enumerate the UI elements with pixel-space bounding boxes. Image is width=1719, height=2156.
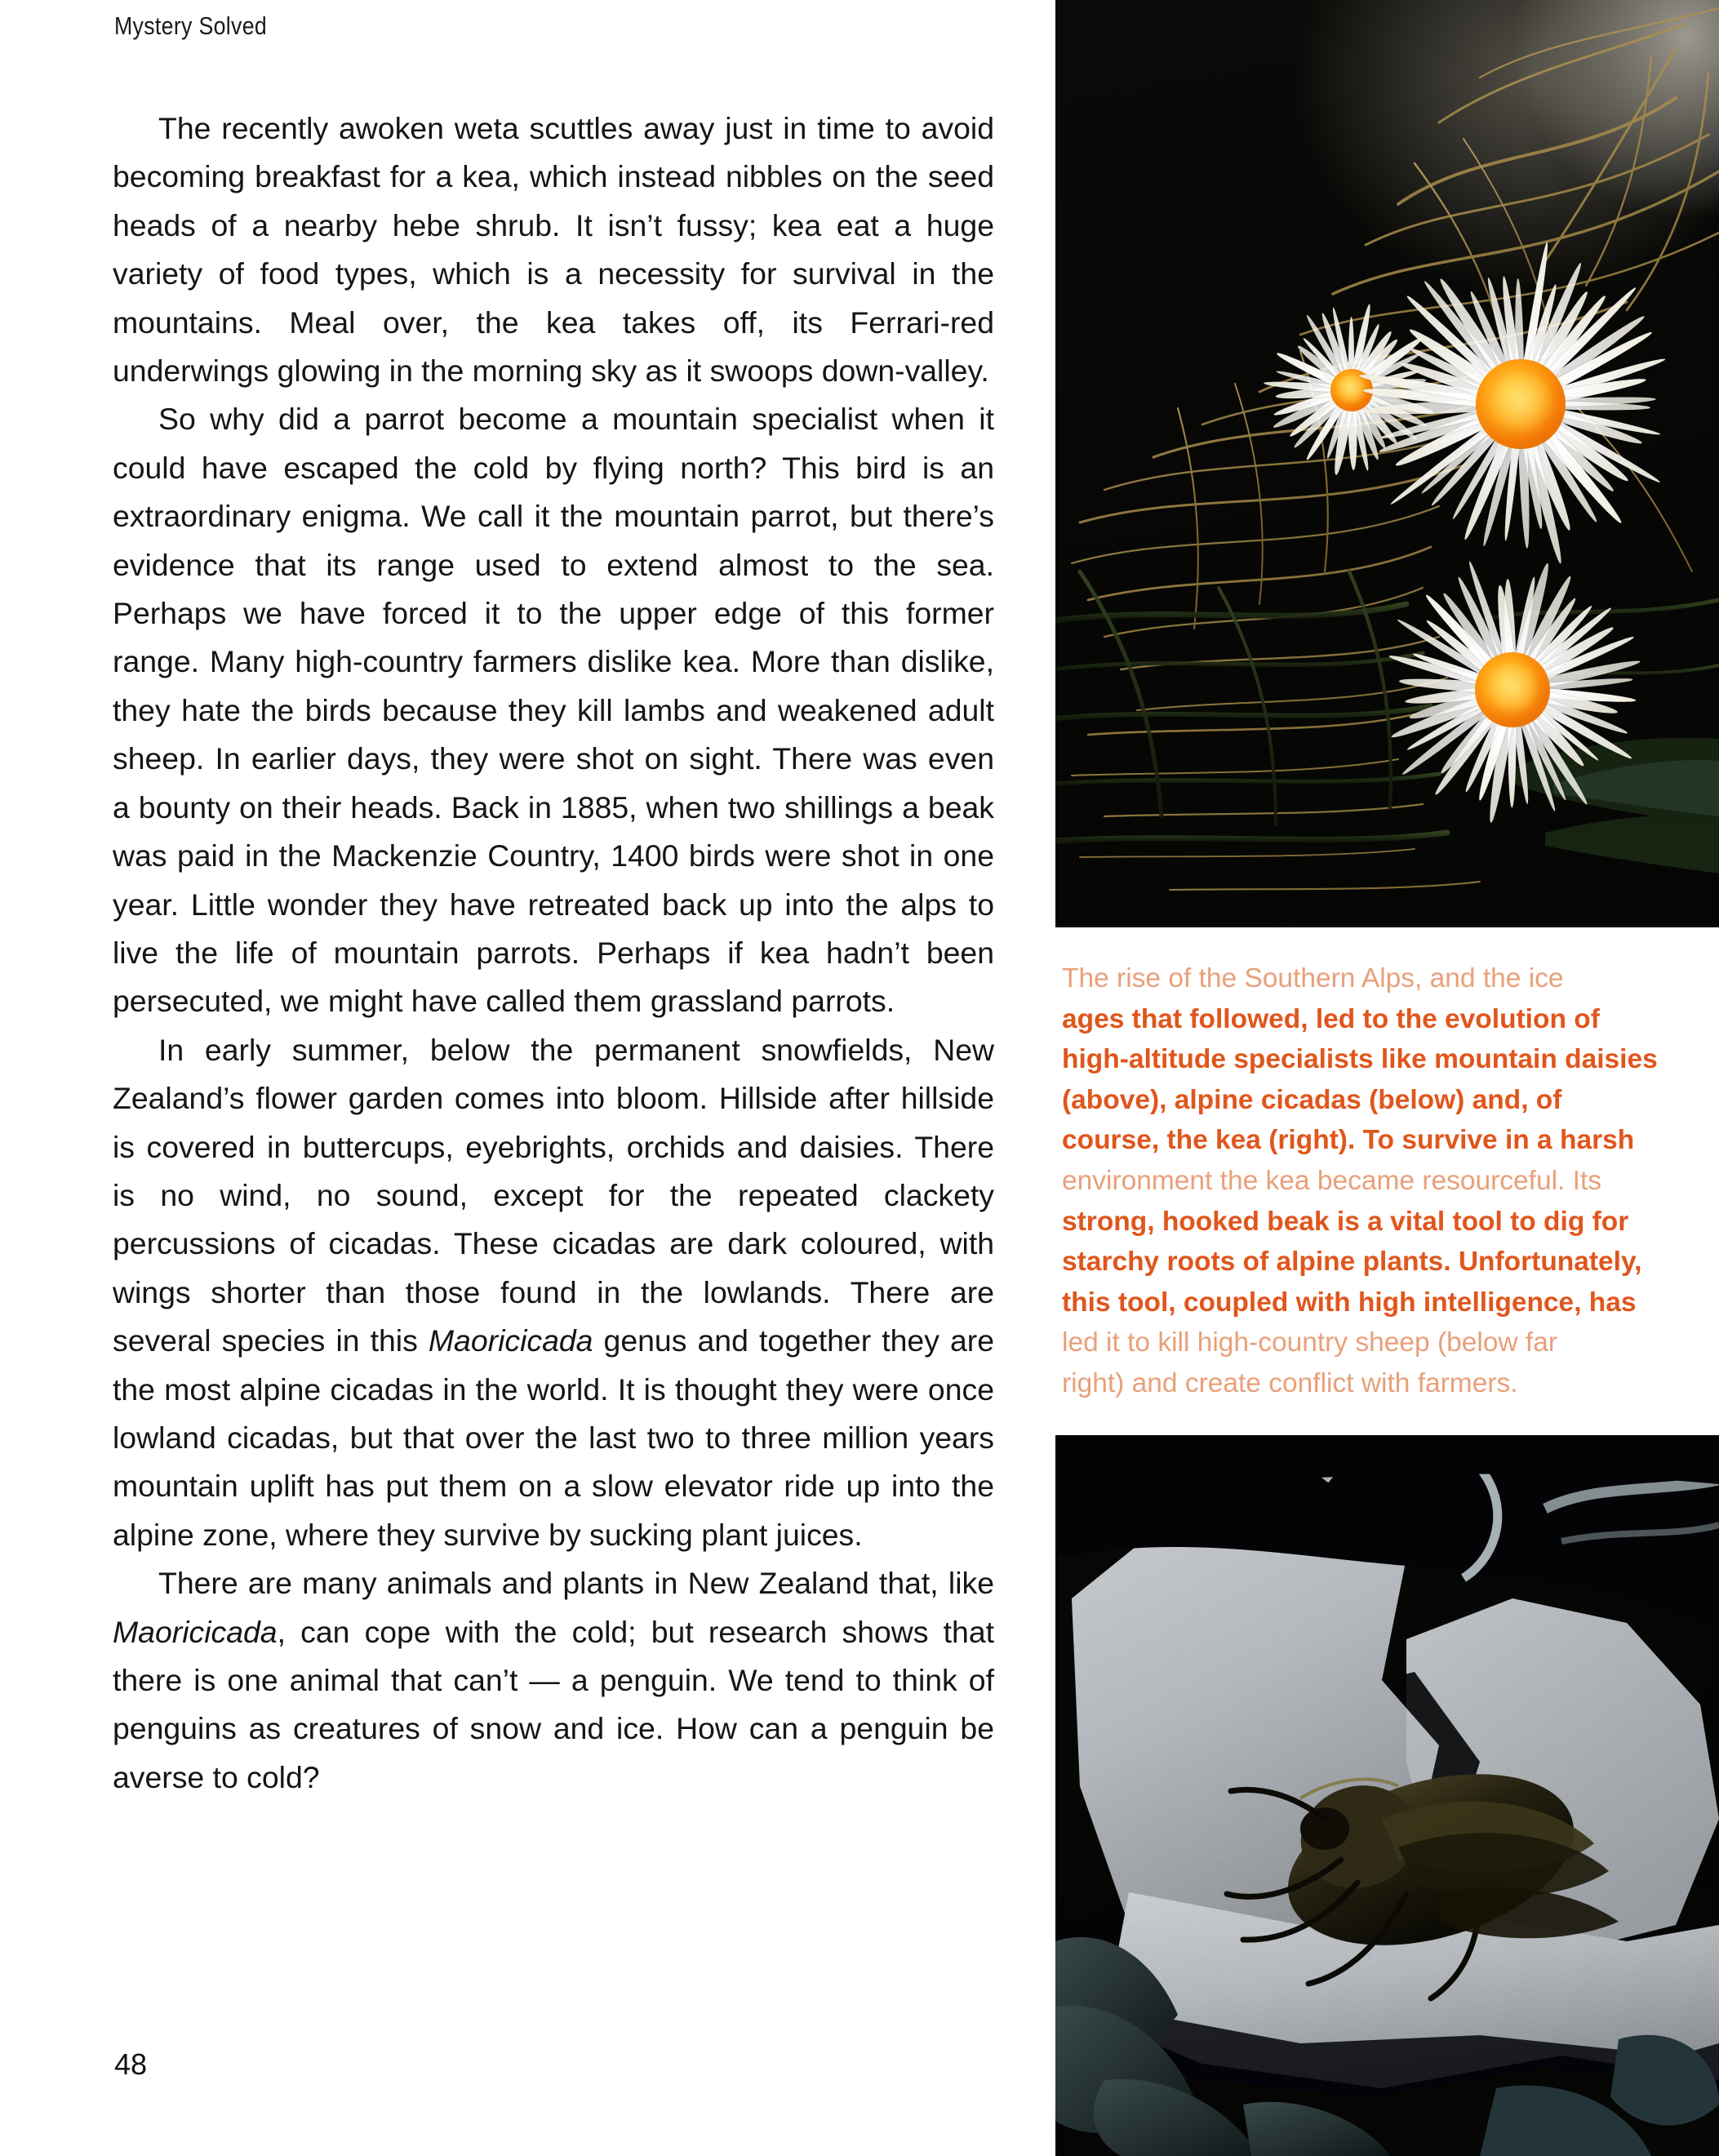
daisy-flower-2	[1361, 245, 1680, 563]
caption-line-11: right) and create conflict with farmers.	[1062, 1367, 1518, 1398]
photo-caption	[1062, 958, 1715, 1404]
photo-mountain-daisies	[1055, 0, 1719, 927]
running-head: Mystery Solved	[114, 11, 268, 40]
page-number: 48	[114, 2047, 148, 2081]
genus-name-maoricicada: Maoricicada	[428, 1323, 593, 1358]
paragraph-1-text: The recently awoken weta scuttles away just in time to avoid becoming breakfast for a kea, which instead nibbles on the seed heads of a nearby hebe shrub. It isn’t fussy; kea eat a huge variety of food types, which is a necessity for survival in the mountains. Meal over, the kea takes off, its Ferrari-red underwings glowing in the morning sky as it swoops down-valley.	[113, 111, 994, 389]
paragraph-4-text-a: There are many animals and plants in New Zealand that, like	[158, 1566, 994, 1601]
paragraph-3-text-a: In early summer, below the permanent snowfields, New Zealand’s flower garden comes into bloom. Hillside after hillside is covered in buttercups, eyebrights, orchids and daisies. There is no wind, no sound, except for the repeated clackety percussions of cicadas. These cicadas are dark coloured, with wings shorter than those found in the lowlands. There are several species in this	[113, 1032, 994, 1358]
paragraph-4-text-b: , can cope with the cold; but research shows that there is one animal that can’t — a penguin. We tend to think of penguins as creatures of snow and ice. How can a penguin be averse to cold?	[113, 1614, 994, 1794]
daisy-disc-2	[1476, 359, 1566, 449]
caption-line-2: ages that followed, led to the evolution of	[1062, 1003, 1600, 1034]
paragraph-1	[113, 104, 994, 395]
right-column	[1055, 0, 1719, 2156]
paragraph-4	[113, 1559, 994, 1802]
caption-line-1: The rise of the Southern Alps, and the ice	[1062, 963, 1564, 994]
caption-line-5: course, the kea (right). To survive in a harsh	[1062, 1125, 1635, 1156]
daisy-flower-3	[1378, 555, 1647, 825]
caption-line-6: environment the kea became resourceful. Its	[1062, 1165, 1602, 1196]
body-text-column	[113, 104, 994, 1802]
paragraph-2	[113, 395, 994, 1025]
paragraph-3	[113, 1026, 994, 1559]
cicada-scene-layer	[1055, 1435, 1719, 2156]
genus-name-maoricicada-2: Maoricicada	[113, 1614, 278, 1649]
caption-line-8: starchy roots of alpine plants. Unfortunately,	[1062, 1247, 1642, 1278]
daisy-disc-3	[1475, 652, 1550, 727]
caption-line-7: strong, hooked beak is a vital tool to dig for	[1062, 1206, 1629, 1237]
caption-line-10: led it to kill high-country sheep (below far	[1062, 1327, 1558, 1358]
paragraph-2-text: So why did a parrot become a mountain specialist when it could have escaped the cold by flying north? This bird is an extraordinary enigma. We call it the mountain parrot, but there’s evidence that its range used to extend almost to the sea. Perhaps we have forced it to the upper edge of this former range. Many high-country farmers dislike kea. More than dislike, they hate the birds because they kill lambs and weakened adult sheep. In earlier days, they were shot on sight. There was even a bounty on their heads. Back in 1885, when two shillings a beak was paid in the Mackenzie Country, 1400 birds were shot in one year. Little wonder they have retreated back up into the alps to live the life of mountain parrots. Perhaps if kea hadn’t been persecuted, we might have called them grassland parrots.	[113, 402, 994, 1019]
paragraph-3-text-b: genus and together they are the most alpine cicadas in the world. It is thought they were once lowland cicadas, but that over the last two to three million years mountain uplift has put them on a slow elevator ride up into the alpine zone, where they survive by sucking plant juices.	[113, 1323, 994, 1552]
caption-line-4: (above), alpine cicadas (below) and, of	[1062, 1084, 1562, 1115]
photo-alpine-cicada	[1055, 1435, 1719, 2156]
caption-line-9: this tool, coupled with high intelligence, has	[1062, 1287, 1637, 1318]
caption-line-3: high-altitude specialists like mountain daisies	[1062, 1044, 1658, 1075]
